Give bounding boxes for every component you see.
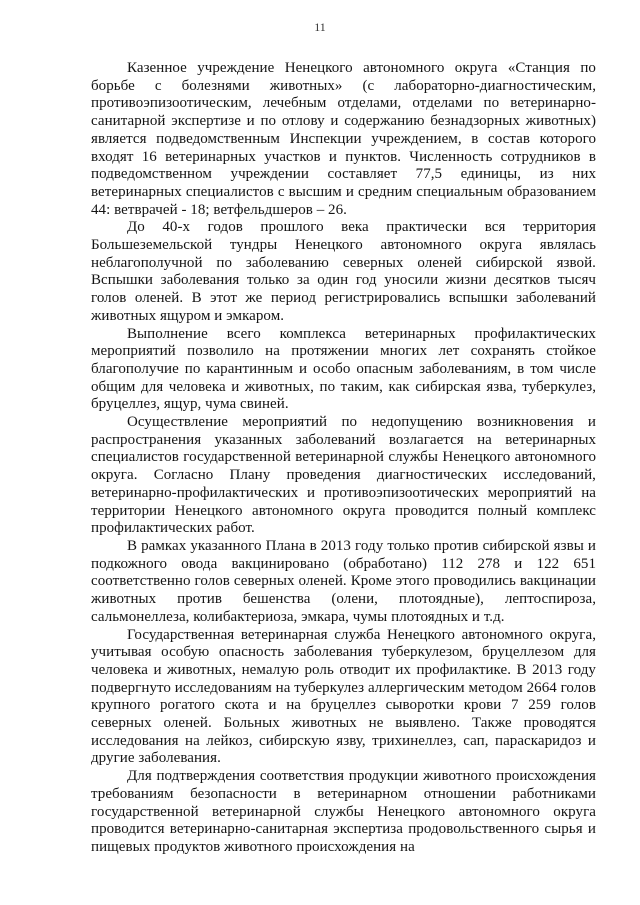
paragraph-history: До 40-х годов прошлого века практически вся территория Большеземельской тундры Ненецкого автономного округа являлась неблагополучной по заболеванию северных оленей сибирской язвой. Вспышки заболевания только за один год уносили жизни десятков тысяч голов оленей. В этот же период регистрировались вспышки заболеваний животных ящуром и эмкаром.	[91, 219, 596, 324]
paragraph-institution: Казенное учреждение Ненецкого автономного округа «Станция по борьбе с болезнями животных» (с лабораторно-диагностическим, противоэпизоотическим, лечебным отделами, отделами по ветеринарно-санитарной экспертизе и по отлову и содержанию безнадзорных животных) является подведомственным Инспекции учреждением, в состав которого входят 16 ветеринарных участков и пунктов. Численность сотрудников в подведомственном учреждении составляет 77,5 единицы, из них ветеринарных специалистов с высшим и средним специальным образованием 44: ветврачей - 18; ветфельдшеров – 26.	[91, 60, 596, 218]
page-number: 11	[314, 20, 326, 34]
paragraph-diagnostics: Государственная ветеринарная служба Ненецкого автономного округа, учитывая особую опасность заболевания туберкулезом, бруцеллезом для человека и животных, немалую роль отводит их профилактике. В 2013 году подвергнуто исследованиям на туберкулез аллергическим методом 2664 голов крупного рогатого скота и на бруцеллез сыворотки крови 7 259 голов северных оленей. Больных животных не выявлено. Также проводятся исследования на лейкоз, сибирскую язву, трихинеллез, сап, параскаридоз и другие заболевания.	[91, 626, 596, 767]
paragraph-prevention: Выполнение всего комплекса ветеринарных профилактических мероприятий позволило на протяжении многих лет сохранять стойкое благополучие по карантинным и особо опасным заболеваниям, в том числе общим для человека и животных, по таким, как сибирская язва, туберкулез, бруцеллез, ящур, чума свиней.	[91, 325, 596, 413]
paragraph-vaccination: В рамках указанного Плана в 2013 году только против сибирской язвы и подкожного овода вакцинировано (обработано) 112 278 и 122 651 соответственно голов северных оленей. Кроме этого проводились вакцинации животных против бешенства (олени, плотоядные), лептоспироза, сальмонеллеза, колибактериоза, эмкара, чумы плотоядных и т.д.	[91, 537, 596, 625]
document-body	[91, 60, 596, 857]
paragraph-food-safety: Для подтверждения соответствия продукции животного происхождения требованиям безопасности в ветеринарном отношении работниками государственной ветеринарной службы Ненецкого автономного округа проводится ветеринарно-санитарная экспертиза продовольственного сырья и пищевых продуктов животного происхождения на	[91, 768, 596, 855]
paragraph-responsibility: Осуществление мероприятий по недопущению возникновения и распространения указанных заболеваний возлагается на ветеринарных специалистов государственной ветеринарной службы Ненецкого автономного округа. Согласно Плану проведения диагностических исследований, ветеринарно-профилактических и противоэпизоотических мероприятий на территории Ненецкого автономного округа проводится полный комплекс профилактических работ.	[91, 414, 596, 537]
